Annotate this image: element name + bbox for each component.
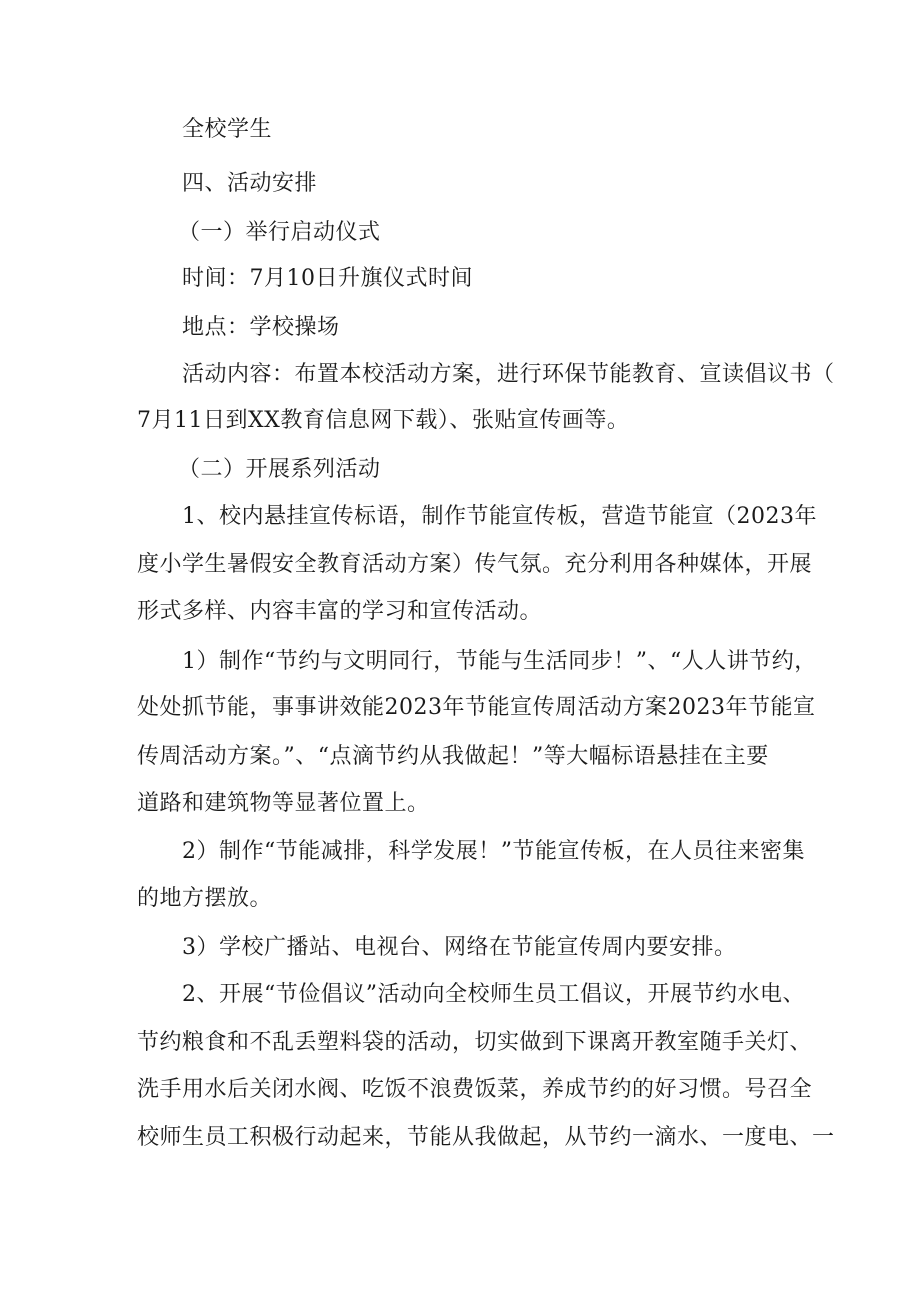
paragraph-line: 传周活动方案。”、“点滴节约从我做起！”等大幅标语悬挂在主要 [137,744,769,769]
paragraph-line: 2）制作“节能减排，科学发展！”节能宣传板，在人员往来密集 [182,839,805,864]
paragraph-line: 洗手用水后关闭水阀、吃饭不浪费饭菜，养成节约的好习惯。号召全 [137,1077,813,1102]
paragraph-line: 1、校内悬挂宣传标语，制作节能宣传板，营造节能宣（2023年 [182,504,817,529]
paragraph-line: 2、开展“节俭倡议”活动向全校师生员工倡议，开展节约水电、 [182,982,805,1007]
paragraph-line: 节约粮食和不乱丢塑料袋的活动，切实做到下课离开教室随手关灯、 [137,1030,813,1055]
paragraph-line: 的地方摆放。 [137,886,273,911]
paragraph-line: 7月11日到XX教育信息网下载）、张贴宣传画等。 [137,408,630,433]
paragraph-line: 道路和建筑物等显著位置上。 [137,791,430,816]
paragraph-line: 1）制作“节约与文明同行，节能与生活同步！”、“人人讲节约， [182,649,817,674]
paragraph-line: 度小学生暑假安全教育活动方案）传气氛。充分利用各种媒体，开展 [137,552,813,577]
subsection-heading: （二）开展系列活动 [178,457,381,482]
paragraph-line: 全校学生 [182,117,273,142]
paragraph-line: 地点：学校操场 [182,315,340,340]
paragraph-line: 校师生员工积极行动起来，节能从我做起，从节约一滴水、一度电、一 [137,1125,835,1150]
subsection-heading: （一）举行启动仪式 [178,220,381,245]
paragraph-line: 处处抓节能，事事讲效能2023年节能宣传周活动方案2023年节能宣 [137,695,816,720]
paragraph-line: 时间：7月10日升旗仪式时间 [182,266,473,291]
paragraph-line: 活动内容：布置本校活动方案，进行环保节能教育、宣读倡议书（ [182,362,835,387]
section-heading: 四、活动安排 [182,171,318,196]
paragraph-line: 形式多样、内容丰富的学习和宣传活动。 [137,599,543,624]
paragraph-line: 3）学校广播站、电视台、网络在节能宣传周内要安排。 [182,935,737,960]
